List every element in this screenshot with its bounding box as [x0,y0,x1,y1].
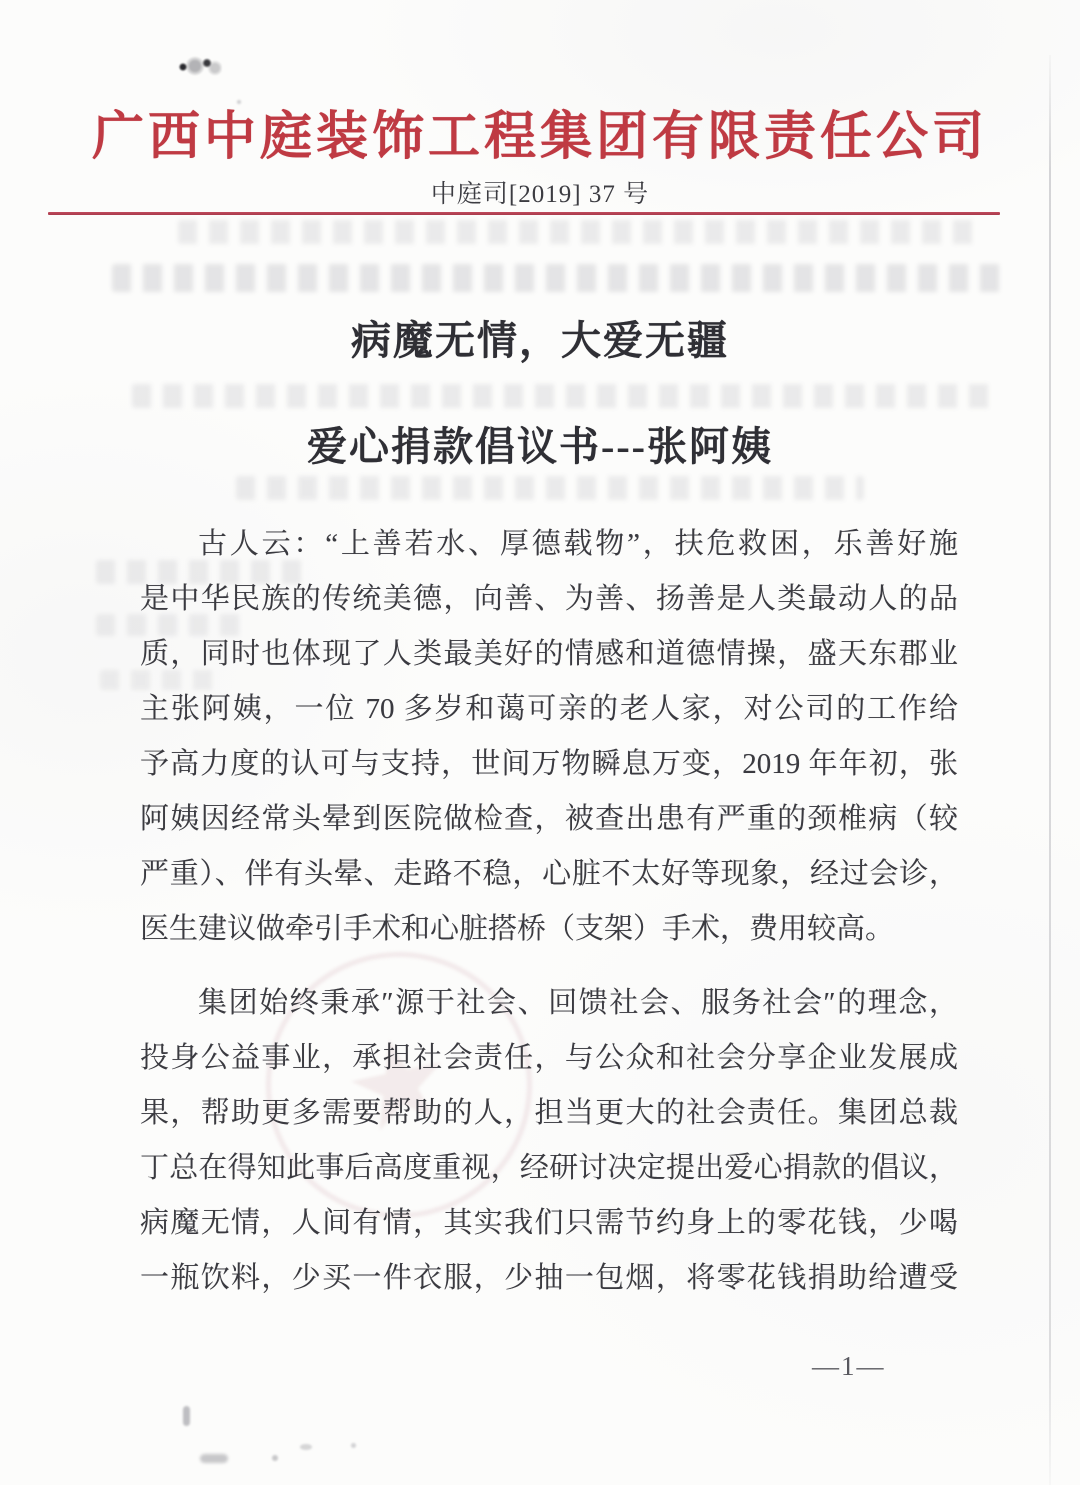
ink-smudge [200,1454,228,1463]
body-line: 病魔无情，人间有情，其实我们只需节约身上的零花钱，少喝 [140,1207,958,1239]
body-line: 投身公益事业，承担社会责任，与公众和社会分享企业发展成 [140,1042,958,1074]
letterhead-rule [48,212,1000,215]
document-number: 中庭司[2019] 37 号 [430,181,650,208]
ink-speck [351,1443,356,1448]
company-name: 广西中庭装饰工程集团有限责任公司 [91,109,988,166]
bleed-through-text [132,384,990,408]
bleed-through-text [236,476,864,500]
body-line: 医生建议做牵引手术和心脏搭桥（支架）手术，费用较高。 [140,913,895,945]
body-line: 阿姨因经常头晕到医院做检查，被查出患有严重的颈椎病（较 [140,803,958,835]
body-line: 严重）、伴有头晕、走路不稳，心脏不太好等现象，经过会诊， [140,858,958,890]
page-edge-line [1049,55,1051,1485]
body-line: 主张阿姨，一位 70 多岁和蔼可亲的老人家，对公司的工作给 [140,693,958,725]
body-line: 予高力度的认可与支持，世间万物瞬息万变，2019 年年初，张 [140,748,958,780]
page-number: —1— [812,1351,886,1381]
star-icon: ★ [332,1008,466,1161]
body-line: 一瓶饮料，少买一件衣服，少抽一包烟，将零花钱捐助给遭受 [140,1262,958,1294]
document-subtitle: 爱心捐款倡议书---张阿姨 [307,424,773,469]
body-line: 是中华民族的传统美德，向善、为善、扬善是人类最动人的品 [140,583,958,615]
ink-speck [183,1406,190,1426]
ink-speck-cluster [170,56,222,76]
paragraph-1 [140,517,958,957]
body-line: 集团始终秉承″源于社会、回馈社会、服务社会″的理念， [198,987,958,1019]
bleed-through-text [112,264,1004,292]
bleed-through-text [178,220,978,244]
body-line: 丁总在得知此事后高度重视，经研讨决定提出爱心捐款的倡议， [140,1152,958,1184]
body-line: 果，帮助更多需要帮助的人，担当更大的社会责任。集团总裁 [140,1097,958,1129]
document-title: 病魔无情，大爱无疆 [351,318,729,363]
body-line: 古人云：“上善若水、厚德载物”，扶危救困，乐善好施 [198,528,958,560]
paragraph-2 [140,976,958,1306]
ink-speck [300,1444,312,1450]
ink-speck [272,1455,278,1461]
body-line: 质，同时也体现了人类最美好的情感和道德情操，盛天东郡业 [140,638,958,670]
